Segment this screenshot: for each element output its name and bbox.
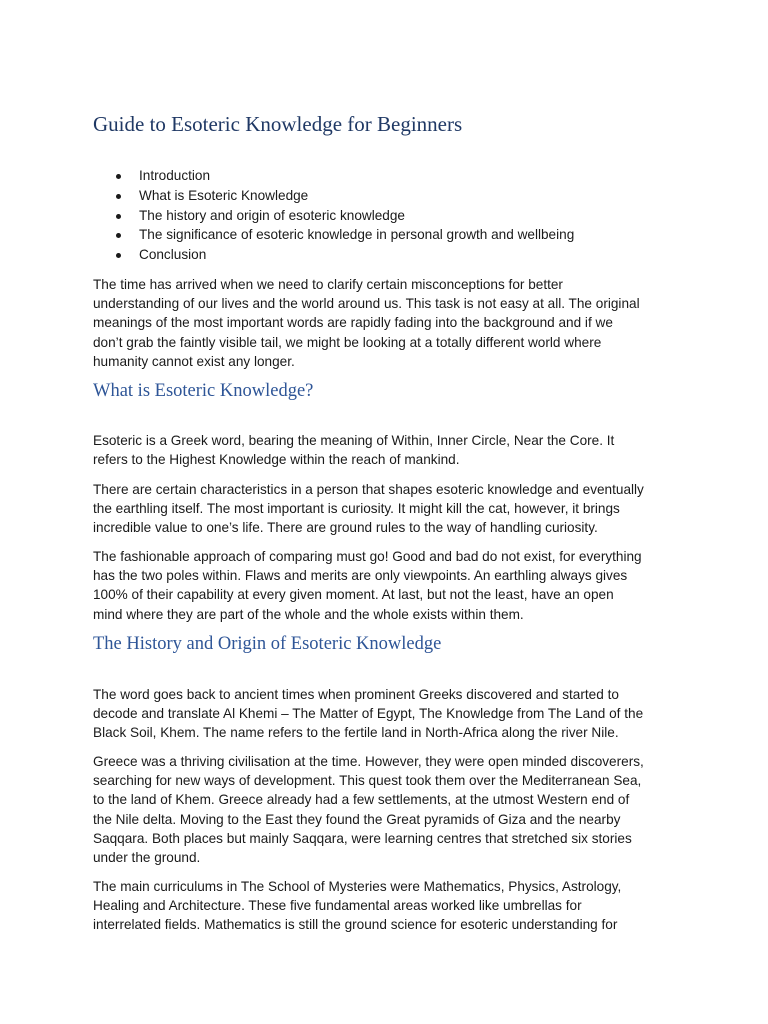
intro-paragraph: The time has arrived when we need to clarify certain misconceptions for better understanding of our lives and the world around us. This task is not easy at all. The original meanings of the most important words are rapidly fading into the background and if we don’t grab the faintly visible tail, we might be looking at a totally different world where humanity cannot exist any longer. xyxy=(93,277,640,369)
toc-item: Conclusion xyxy=(93,245,574,265)
toc-item: What is Esoteric Knowledge xyxy=(93,186,574,206)
toc-item: The history and origin of esoteric knowledge xyxy=(93,206,574,226)
table-of-contents xyxy=(93,166,574,265)
body-paragraph: The main curriculums in The School of Mysteries were Mathematics, Physics, Astrology, Healing and Architecture. These five fundamental areas worked like umbrellas for interrelated fields. Mathematics is still the ground science for esoteric understanding for xyxy=(93,879,622,933)
body-paragraph: The word goes back to ancient times when prominent Greeks discovered and started to decode and translate Al Khemi – The Matter of Egypt, The Knowledge from The Land of the Black Soil, Khem. The name refers to the fertile land in North-Africa along the river Nile. xyxy=(93,687,644,741)
section-heading-what-is: What is Esoteric Knowledge? xyxy=(93,381,314,401)
body-paragraph: There are certain characteristics in a person that shapes esoteric knowledge and eventually the earthling itself. The most important is curiosity. It might kill the cat, however, it brings incredible value to one’s life. There are ground rules to the way of handling curiosity. xyxy=(93,482,644,536)
toc-item: Introduction xyxy=(93,166,574,186)
toc-item: The significance of esoteric knowledge in personal growth and wellbeing xyxy=(93,225,574,245)
body-paragraph: Greece was a thriving civilisation at the time. However, they were open minded discoverers, searching for new ways of development. This quest took them over the Mediterranean Sea, to the land of Khem. Greece already had a few settlements, at the utmost Western end of the Nile delta. Moving to the East they found the Great pyramids of Giza and the nearby Saqqara. Both places but mainly Saqqara, were learning centres that stretched six stories under the ground. xyxy=(93,754,644,866)
document-title: Guide to Esoteric Knowledge for Beginners xyxy=(93,112,463,136)
body-paragraph: The fashionable approach of comparing must go! Good and bad do not exist, for everything has the two poles within. Flaws and merits are only viewpoints. An earthling always gives 100% of their capability at every given moment. At last, but not the least, have an open mind where they are part of the whole and the whole exists within them. xyxy=(93,549,642,622)
body-paragraph: Esoteric is a Greek word, bearing the meaning of Within, Inner Circle, Near the Core. It refers to the Highest Knowledge within the reach of mankind. xyxy=(93,433,615,468)
section-heading-history: The History and Origin of Esoteric Knowledge xyxy=(93,634,442,654)
